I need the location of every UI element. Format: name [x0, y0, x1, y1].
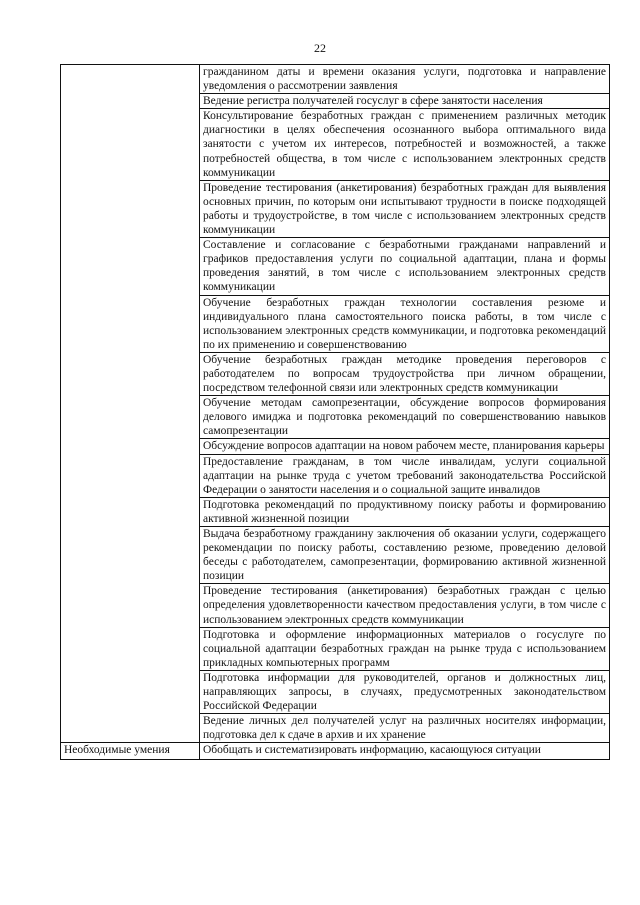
table-cell: Выдача безработному гражданину заключения об оказании услуги, содержащего рекомендации по поиску работы, составлению резюме, проведению деловой беседы с работодателем, самопрезентации, формированию активной жизненной позиции	[200, 527, 610, 584]
table-cell: Обучение безработных граждан методике проведения переговоров с работодателем по вопросам трудоустройства при личном обращении, посредством телефонной связи или электронных средств коммуникации	[200, 352, 610, 395]
table-cell: Консультирование безработных граждан с применением различных методик диагностики в целях обеспечения осознанного выбора оптимального вида занятости с учетом их интересов, потребностей и возможностей, а также потребностей общества, в том числе с использованием электронных средств коммуникации	[200, 109, 610, 180]
table-cell: Обучение безработных граждан технологии составления резюме и индивидуального плана самостоятельного поиска работы, в том числе с использованием электронных средств коммуникации, и подготовка рекомендаций по их применению и совершенствованию	[200, 295, 610, 352]
table-cell: Проведение тестирования (анкетирования) безработных граждан с целью определения удовлетворенности качеством предоставления услуги, в том числе с использованием электронных средств коммуникации	[200, 584, 610, 627]
requirements-table	[60, 64, 610, 760]
table-cell: Подготовка и оформление информационных материалов о госуслуге по социальной адаптации безработных граждан на рынке труда с использованием прикладных компьютерных программ	[200, 627, 610, 670]
table-cell: Предоставление гражданам, в том числе инвалидам, услуги социальной адаптации на рынке труда с учетом требований законодательства Российской Федерации о занятости населения и о социальной защите инвалидов	[200, 454, 610, 497]
table-cell: Подготовка рекомендаций по продуктивному поиску работы и формированию активной жизненной позиции	[200, 497, 610, 526]
table-cell: Обучение методам самопрезентации, обсуждение вопросов формирования делового имиджа и подготовка рекомендаций по совершенствованию навыков самопрезентации	[200, 396, 610, 439]
table-row	[61, 65, 610, 94]
table-body	[61, 65, 610, 760]
table-cell: Подготовка информации для руководителей, органов и должностных лиц, направляющих запросы, в случаях, предусмотренных законодательством Российской Федерации	[200, 670, 610, 713]
table-cell: Проведение тестирования (анкетирования) безработных граждан для выявления основных причин, по которым они испытывают трудности в поиске подходящей работы и трудоустройстве, в том числе с использованием электронных средств коммуникации	[200, 180, 610, 237]
required-skills-label: Необходимые умения	[61, 743, 200, 760]
table-row	[61, 743, 610, 760]
table-cell: Обобщать и систематизировать информацию, касающуюся ситуации	[200, 743, 610, 760]
page-number: 22	[314, 41, 326, 55]
labor-actions-label-cell	[61, 65, 200, 743]
table-cell: гражданином даты и времени оказания услуги, подготовка и направление уведомления о рассмотрении заявления	[200, 65, 610, 94]
table-cell: Ведение личных дел получателей услуг на различных носителях информации, подготовка дел к сдаче в архив и их хранение	[200, 714, 610, 743]
table-cell: Ведение регистра получателей госуслуг в сфере занятости населения	[200, 94, 610, 109]
table-cell: Обсуждение вопросов адаптации на новом рабочем месте, планирования карьеры	[200, 439, 610, 454]
table-cell: Составление и согласование с безработными гражданами направлений и графиков предоставления услуги по социальной адаптации, плана и формы проведения занятий, в том числе с использованием электронных средств коммуникации	[200, 238, 610, 295]
scan-edge	[0, 895, 640, 905]
